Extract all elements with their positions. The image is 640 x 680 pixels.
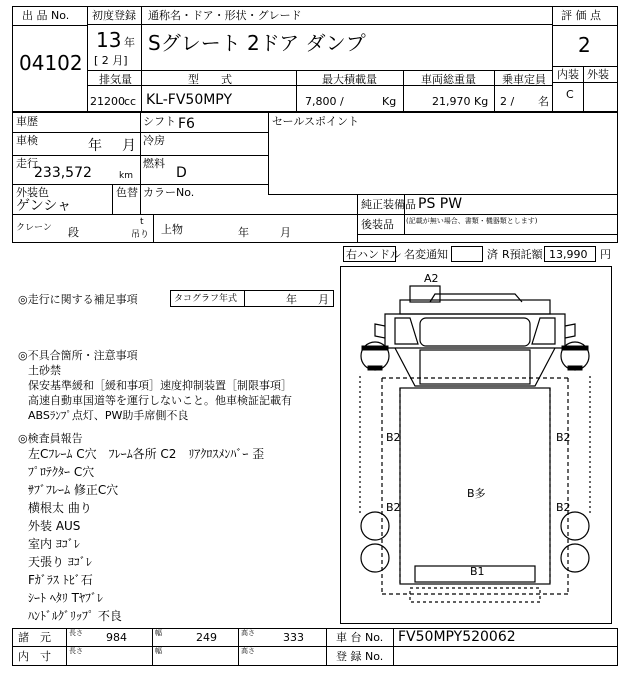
width-label: 幅 bbox=[155, 629, 162, 637]
type-value: KL-FV50MPY bbox=[146, 92, 232, 108]
inspector-line: ｼｰﾄ ﾍﾀﾘ Tﾔﾌﾞﾚ bbox=[28, 591, 103, 605]
aftermarket-label: 後装品 bbox=[361, 218, 394, 231]
crane-stage: 段 bbox=[68, 226, 79, 239]
inner-label: 内 寸 bbox=[18, 650, 51, 663]
inspection-label: 車検 bbox=[16, 134, 38, 147]
b2-left-upper: B2 bbox=[386, 431, 401, 444]
model-name: Sグレート 2ドア ダンプ bbox=[148, 31, 366, 55]
b2-right-lower: B2 bbox=[556, 501, 571, 514]
history-label: 車歴 bbox=[16, 115, 38, 128]
max-load-label: 最大積載量 bbox=[322, 73, 377, 86]
inspection-month-unit: 月 bbox=[122, 138, 136, 154]
first-reg-month: [ 2 月] bbox=[94, 54, 128, 67]
fuel-label: 燃料 bbox=[143, 157, 165, 170]
score: 2 bbox=[578, 33, 591, 57]
tacho-year: 年 bbox=[286, 293, 297, 306]
mileage: 233,572 bbox=[34, 165, 92, 181]
inspector-line: 横根太 曲り bbox=[28, 501, 92, 515]
shift-label: シフト bbox=[143, 115, 176, 128]
inspector-line: Fｶﾞﾗｽ ﾄﾋﾞ石 bbox=[28, 573, 93, 587]
gross-weight-label: 車両総重量 bbox=[421, 73, 476, 86]
mileage-unit: km bbox=[119, 171, 133, 181]
exterior-label: 外装 bbox=[587, 68, 609, 81]
type-label: 型 式 bbox=[188, 73, 232, 86]
chassis: FV50MPY520062 bbox=[398, 629, 516, 645]
name-change-box bbox=[451, 246, 483, 262]
color-label: 外装色 bbox=[16, 186, 49, 199]
r-mileage-label: R預託額 bbox=[502, 248, 543, 261]
tacho-label: タコグラフ年式 bbox=[174, 294, 238, 304]
b-many-label: B多 bbox=[467, 487, 486, 500]
ac-label: 冷房 bbox=[143, 134, 165, 147]
inspector-line: 天張り ﾖｺﾞﾚ bbox=[28, 555, 92, 569]
crane-label: クレーン bbox=[16, 223, 52, 233]
inspector-line: ﾌﾟﾛﾃｸﾀｰ C穴 bbox=[28, 465, 95, 479]
max-load-unit: Kg bbox=[382, 95, 397, 108]
height: 333 bbox=[283, 631, 304, 644]
displacement-unit: cc bbox=[124, 95, 137, 108]
color-no-label: 色替 bbox=[116, 186, 138, 199]
genuine-equip-label: 純正装備品 bbox=[361, 198, 416, 211]
first-reg-label: 初度登録 bbox=[92, 9, 136, 22]
capacity-label: 乗車定員 bbox=[502, 73, 546, 86]
a2-label: A2 bbox=[424, 272, 439, 285]
color-code-label: カラーNo. bbox=[143, 186, 195, 199]
fuel: D bbox=[176, 165, 187, 181]
first-reg-year: 13 bbox=[96, 28, 122, 52]
right-hand: 右ハンドル bbox=[346, 248, 401, 261]
interior-grade: C bbox=[566, 88, 574, 101]
footer-box bbox=[12, 628, 618, 666]
upper-label: 上物 bbox=[161, 223, 183, 236]
r-mileage: 13,990 bbox=[549, 248, 588, 261]
name-change-label: 名変通知 bbox=[404, 248, 448, 261]
length-label: 長さ bbox=[69, 629, 83, 637]
defect-line: 高速自動車国道等を運行しないこと。他車検証記載有 bbox=[28, 394, 292, 407]
b2-right-upper: B2 bbox=[556, 431, 571, 444]
gross-weight: 21,970 bbox=[432, 95, 471, 108]
upper-month: 月 bbox=[280, 226, 291, 239]
interior-label: 内装 bbox=[557, 68, 579, 81]
year-unit: 年 bbox=[124, 36, 135, 49]
inner-width-label: 幅 bbox=[155, 647, 162, 655]
score-label: 評 価 点 bbox=[561, 9, 601, 22]
sales-point-label: セールスポイント bbox=[272, 115, 360, 128]
upper-year: 年 bbox=[238, 226, 249, 239]
crane-lift: 吊り bbox=[131, 230, 150, 240]
aftermarket-note: (記載が無い場合、書類・機器類とします) bbox=[406, 217, 538, 225]
r-mileage-unit: 円 bbox=[600, 248, 611, 261]
inspector-line: 外装 AUS bbox=[28, 519, 81, 533]
inspector-line: ﾊﾝﾄﾞﾙｸﾞﾘｯﾌﾟ 不良 bbox=[28, 609, 122, 623]
inspection-year-unit: 年 bbox=[88, 138, 102, 154]
displacement-label: 排気量 bbox=[99, 73, 132, 86]
reg-label: 登 録 No. bbox=[336, 650, 384, 663]
height-label: 高さ bbox=[241, 629, 255, 637]
inspector-line: 左Cﾌﾚｰﾑ C穴 ﾌﾚｰﾑ各所 C2 ﾘｱｸﾛｽﾒﾝﾊﾞｰ 歪 bbox=[28, 447, 265, 461]
mileage-label: 走行 bbox=[16, 157, 38, 170]
defect-title: ◎不具合箇所・注意事項 bbox=[18, 349, 138, 362]
displacement: 21200 bbox=[90, 95, 125, 108]
model-name-label: 通称名・ドア・形状・グレード bbox=[148, 9, 302, 22]
genuine-equip: PS PW bbox=[418, 196, 463, 212]
chassis-label: 車 台 No. bbox=[336, 631, 384, 644]
inspector-line: 室内 ﾖｺﾞﾚ bbox=[28, 537, 80, 551]
width: 249 bbox=[196, 631, 217, 644]
length: 984 bbox=[106, 631, 127, 644]
b2-left-lower: B2 bbox=[386, 501, 401, 514]
defect-line: ABSﾗﾝﾌﾟ点灯、PW助手席側不良 bbox=[28, 409, 189, 422]
confirm-label: 済 bbox=[487, 248, 498, 261]
defect-line: 保安基準緩和［緩和事項］速度抑制装置［制限事項］ bbox=[28, 379, 292, 392]
dims-label: 諸 元 bbox=[18, 631, 51, 644]
defect-line: 土砂禁 bbox=[28, 364, 61, 377]
lot-no: 04102 bbox=[19, 51, 83, 75]
shift: F6 bbox=[178, 116, 195, 132]
max-load: 7,800 / bbox=[305, 95, 344, 108]
lot-no-label: 出 品 No. bbox=[22, 9, 70, 22]
capacity-unit: 名 bbox=[538, 95, 549, 108]
tacho-month: 月 bbox=[318, 293, 329, 306]
gross-weight-unit: Kg bbox=[474, 95, 489, 108]
inspector-title: ◎検査員報告 bbox=[18, 432, 83, 445]
capacity: 2 / bbox=[500, 95, 515, 108]
inner-height-label: 高さ bbox=[241, 647, 255, 655]
crane-ton: t bbox=[140, 217, 144, 227]
drive-title: ◎走行に関する補足事項 bbox=[18, 293, 138, 306]
b1-label: B1 bbox=[470, 565, 485, 578]
inner-length-label: 長さ bbox=[69, 647, 83, 655]
color: ゲンシャ bbox=[16, 198, 72, 214]
inspector-line: ｻﾌﾞﾌﾚｰﾑ 修正C穴 bbox=[28, 483, 119, 497]
